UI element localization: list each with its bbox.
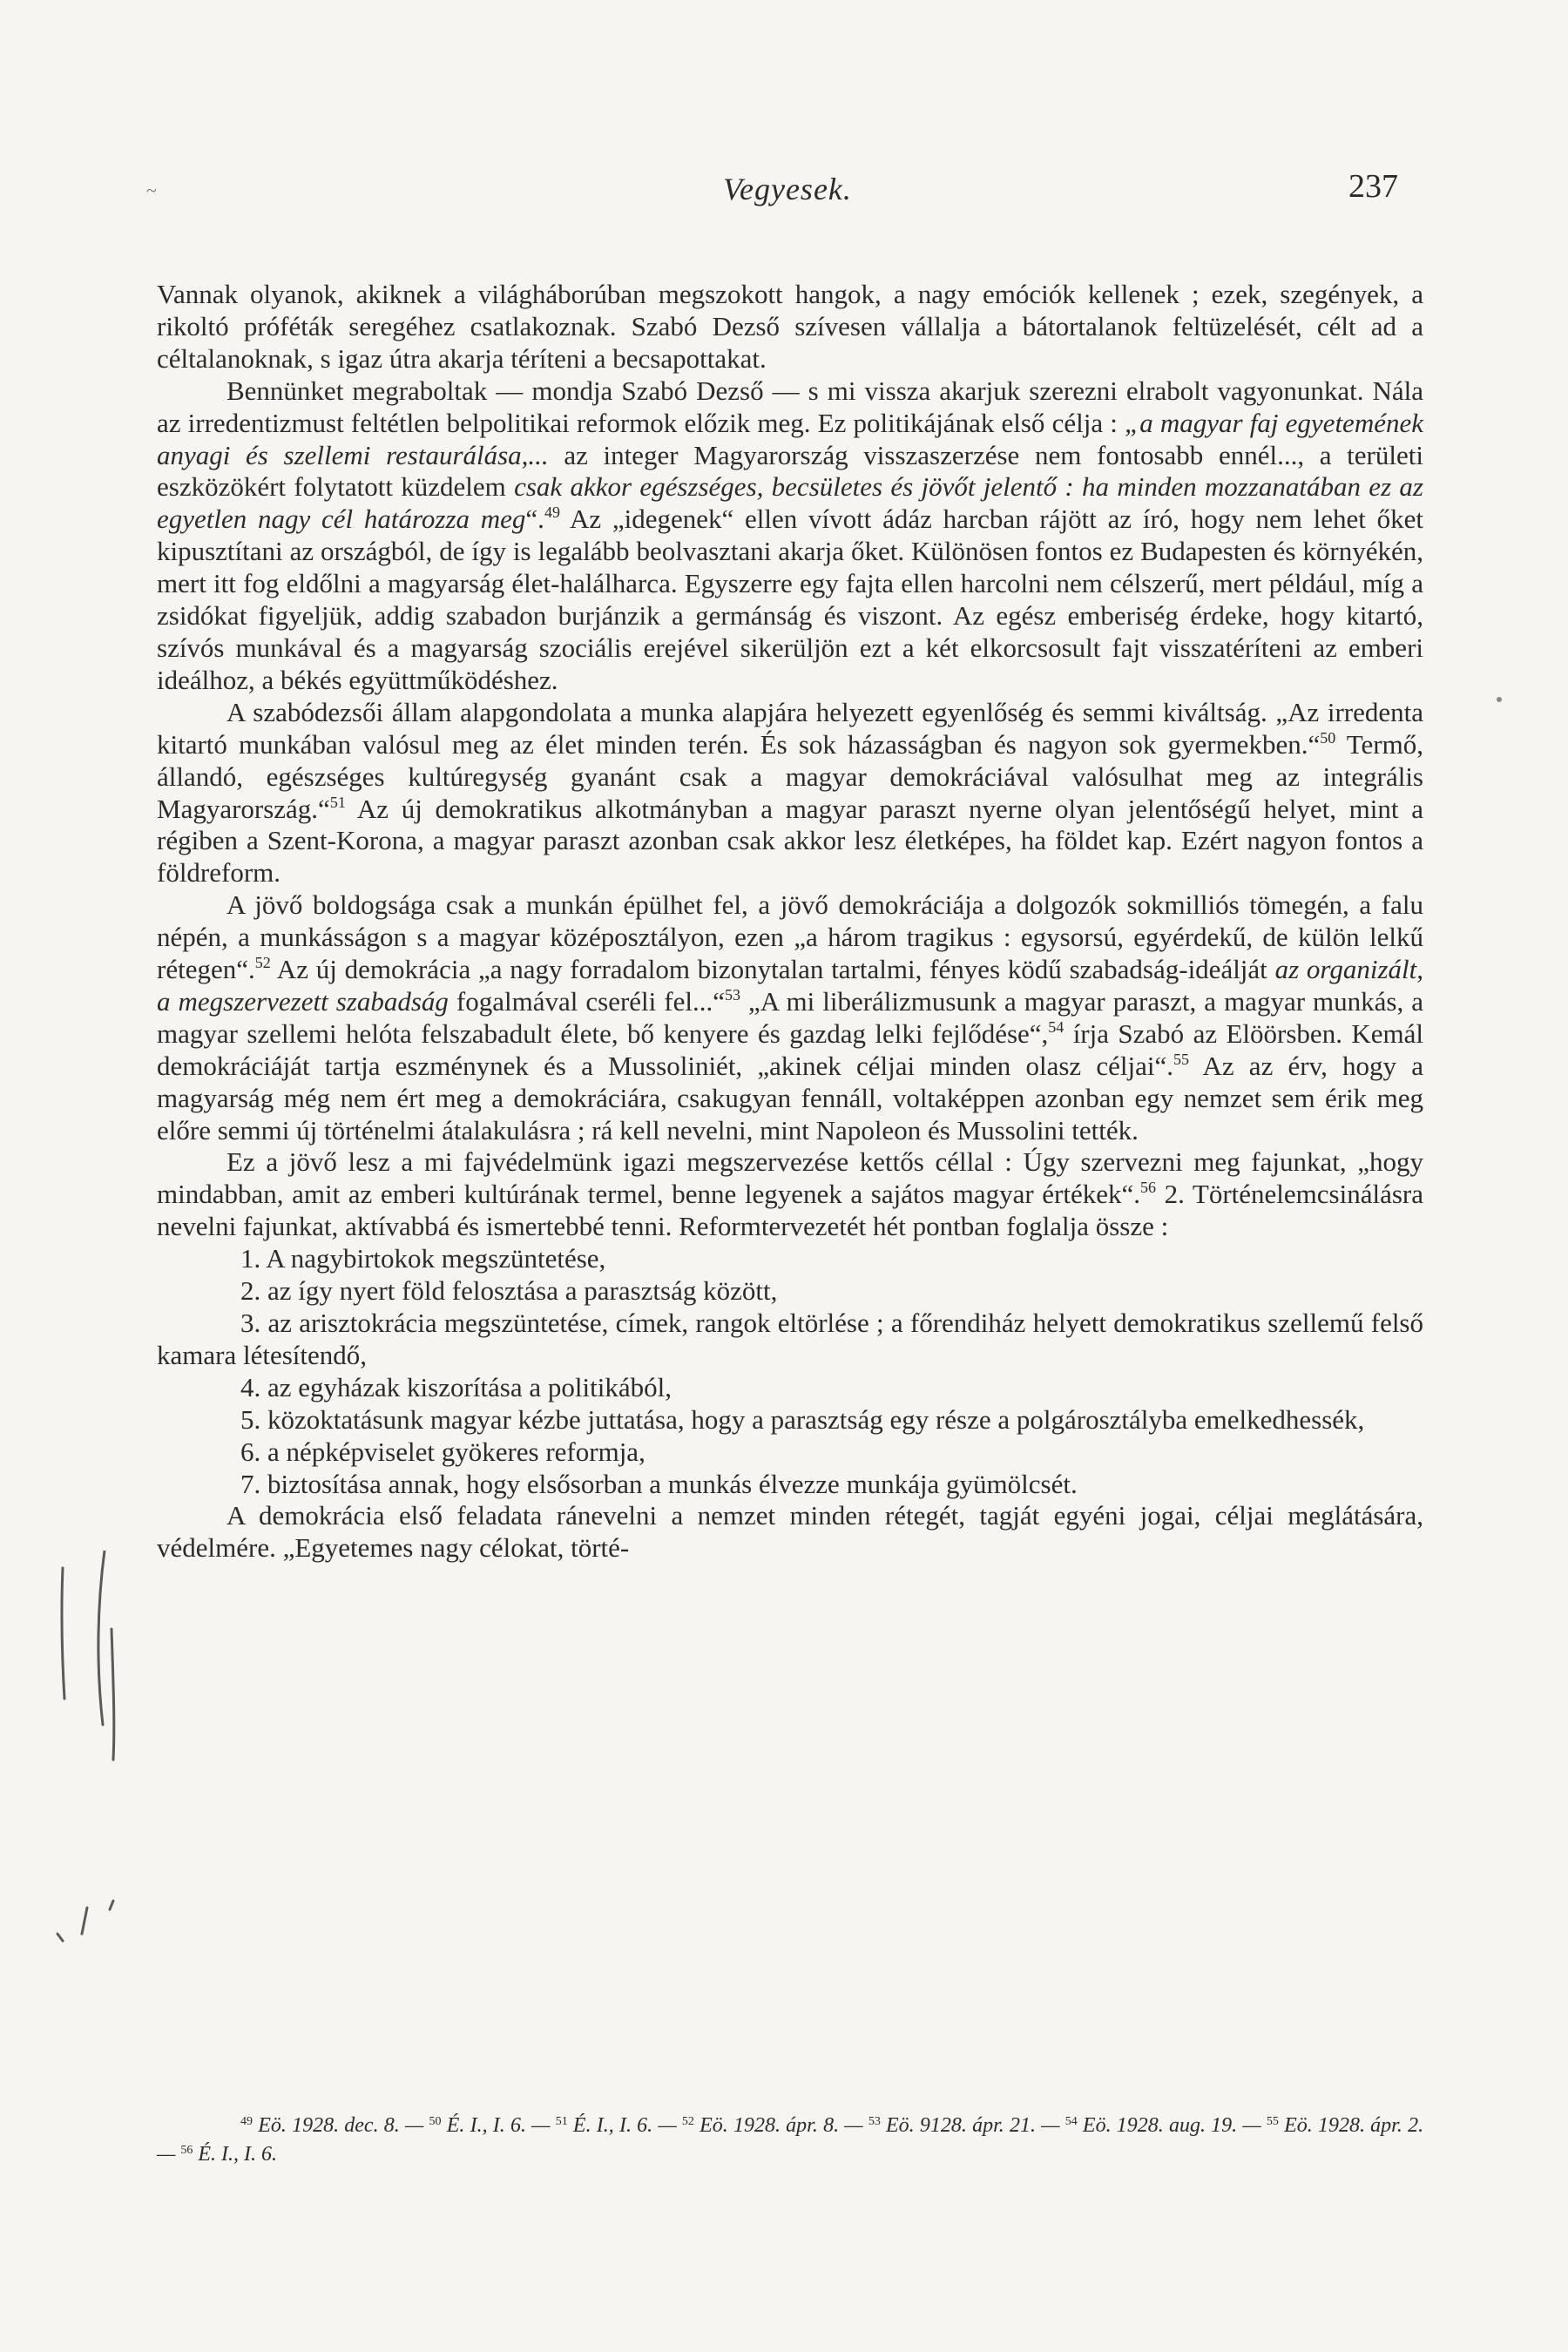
page-number: 237: [1348, 168, 1398, 205]
text-run: az integer Magyarország visszaszerzése nem fontosabb ennél..., a területi eszközökért folytatott küzdelem: [157, 439, 1423, 503]
footnote-line: [157, 2112, 1423, 2169]
footnote-text: É. I., I. 6. —: [446, 2114, 551, 2137]
text-run: Bennünket megraboltak — mondja Szabó Dezső — s mi vissza akarjuk szerezni elrabolt vagyonunkat. Nála az irredentizmust feltétlen belpolitikai reformok előzik meg. Ez politikájának első célja :: [157, 375, 1423, 438]
paragraph-3: [157, 697, 1423, 889]
list-item-3: 3. az arisztokrácia megszüntetése, címek, rangok eltörlése ; a főrendiház helyett demokratikus szellemű felső kamara létesítendő,: [157, 1308, 1423, 1370]
paragraph-5: [157, 1146, 1423, 1243]
paper-speck: [1497, 697, 1502, 702]
footnote-text: Eö. 1928. aug. 19. —: [1082, 2114, 1261, 2137]
paragraph-2: [157, 375, 1423, 697]
text-run: A szabódezsői állam alapgondolata a munka alapjára helyezett egyenlőség és semmi kiváltság. „Az irredenta kitartó munkában valósul meg az élet minden terén. És sok házasságban és nagyon sok gyermekben.“: [157, 696, 1423, 760]
text-run: Termő, állandó, egészséges kultúregység gyanánt csak a magyar demokráciával valósulhat meg az integrális Magyarország.“: [157, 728, 1423, 824]
body-text: [157, 279, 1423, 1565]
footnote-text: Eö. 1928. ápr. 8. —: [700, 2114, 863, 2137]
text-run: A jövő boldogsága csak a munkán épülhet fel, a jövő demokráciája a dolgozók sokmilliós tömegén, a falu népén, a munkásságon s a magyar középosztályon, ezen „a három tragikus : egysorsú, egyérdekű, de külön lelkű rétegen“.: [157, 889, 1423, 985]
footnote-ref-52: 52: [254, 954, 271, 972]
footnote-text: Eö. 1928. ápr. 2. —: [157, 2114, 1424, 2166]
pencil-margin-mark: [44, 1551, 139, 1777]
italic-quote: csak akkor egészséges, becsületes és jövőt jelentő : ha minden mozzanatában ez az egyetlen nagy cél határozza meg: [157, 471, 1423, 535]
footnote-ref-55: 55: [1173, 1050, 1189, 1068]
text-run: fogalmával cseréli fel...“: [448, 985, 726, 1017]
footnote-num: 49: [240, 2115, 253, 2128]
text-run: Az „idegenek“ ellen vívott ádáz harcban rájött az író, hogy nem lehet őket kipusztítani az országból, de így is legalább beolvasztani akarja őket. Különösen fontos ez Budapesten és környékén, mert itt fog eldőlni a magyarság élet-halálharca. Egyszerre egy fajta ellen harcolni nem célszerű, mert például, míg a zsidókat figyeljük, addig szabadon burjánzik a germánság és viszont. Az egész emberiség érdeke, hogy kitartó, szívós munkával és a magyarság szociális erejével sikerüljön ezt a két elkorcsosult fajt visszatéríteni az emberi ideálhoz, a békés együttműködéshez.: [157, 504, 1423, 695]
paragraph-4: [157, 889, 1423, 1146]
list-item-6: 6. a népképviselet gyökeres reformja,: [240, 1436, 645, 1467]
footnote-num: 54: [1064, 2115, 1078, 2128]
running-header-title: Vegyesek.: [723, 172, 852, 206]
footnote-text: Eö. 9128. ápr. 21. —: [886, 2114, 1060, 2137]
text-run: 2. Történelemcsinálásra nevelni fajunkat, aktívabbá és ismertebbé tenni. Reformtervezetét hét pontban foglalja össze :: [157, 1179, 1423, 1242]
pencil-tick-mark: [52, 1899, 122, 1951]
footnote-text: É. I., I. 6.: [198, 2143, 277, 2166]
text-run: Az új demokratikus alkotmányban a magyar paraszt nyerne olyan jelentőségű helyet, mint a régiben a Szent-Korona, a magyar paraszt azonban csak akkor lesz életképes, ha földet kap. Ezért nagyon fontos a földreform.: [157, 793, 1423, 889]
footnote-ref-53: 53: [725, 985, 741, 1004]
list-item-5: 5. közoktatásunk magyar kézbe juttatása, hogy a parasztság egy része a polgárosztályba emelkedhessék,: [240, 1403, 1365, 1435]
list-item-4: 4. az egyházak kiszorítása a politikából,: [240, 1371, 672, 1402]
text-run: Ez a jövő lesz a mi fajvédelmünk igazi megszervezése kettős céllal : Úgy szervezni meg fajunkat, „hogy mindabban, amit az emberi kultúrának termel, benne legyenek a sajátos magyar értékek“.: [157, 1146, 1423, 1210]
italic-phrase: az organizált, a megszervezett szabadság: [157, 954, 1423, 1017]
text-run: Az az érv, hogy a magyarság még nem ért meg a demokráciára, csakugyan fennáll, voltaképpen azonban egy nemzet sem érik meg előre semmi új történelmi átalakulásra ; rá kell nevelni, mint Napoleon és Mussolini tették.: [157, 1050, 1423, 1146]
list-item-2: 2. az így nyert föld felosztása a parasztság között,: [240, 1275, 778, 1307]
paragraph-6: A demokrácia első feladata ránevelni a nemzet minden rétegét, tagját egyéni jogai, céljai meglátására, védelmére. „Egyetemes nagy célokat, törté-: [157, 1500, 1423, 1564]
footnotes: [157, 2112, 1423, 2169]
footnote-num: 50: [429, 2115, 442, 2128]
footnote-ref-54: 54: [1048, 1017, 1064, 1036]
text-run: írja Szabó az Elöörsben. Kemál demokráciáját tartja eszménynek és a Mussoliniét, „akinek céljai minden olasz céljai“.: [157, 1017, 1423, 1081]
footnote-ref-56: 56: [1140, 1179, 1157, 1197]
footnote-num: 51: [555, 2115, 568, 2128]
text-run: Az új demokrácia „a nagy forradalom bizonytalan tartalmi, fényes ködű szabadság-ideálját: [270, 954, 1275, 985]
footnote-num: 53: [868, 2115, 881, 2128]
text-run: „A mi liberálizmusunk a magyar paraszt, a magyar munkás, a magyar szellemi helóta felszabadult élete, bő kenyere és gazdag lelki fejlődése“,: [157, 985, 1424, 1049]
footnote-num: 55: [1266, 2115, 1279, 2128]
footnote-num: 52: [681, 2115, 694, 2128]
italic-quote: „a magyar faj egyetemének anyagi és szellemi restaurálása,...: [157, 407, 1423, 470]
header-mark: ~: [146, 179, 157, 201]
footnote-ref-51: 51: [329, 793, 346, 811]
footnote-ref-49: 49: [544, 504, 560, 522]
paragraph-1: Vannak olyanok, akiknek a világháborúban megszokott hangok, a nagy emóciók kellenek ; ezek, szegények, a rikoltó próféták seregéhez csatlakoznak. Szabó Dezső szívesen vállalja a bátortalanok feltüzelését, célt ad a céltalanoknak, s igaz útra akarja téríteni a becsapottakat.: [157, 279, 1423, 374]
footnote-ref-50: 50: [1320, 728, 1336, 747]
list-item-1: 1. A nagybirtokok megszüntetése,: [240, 1243, 606, 1274]
text-run: “.: [525, 504, 544, 535]
footnote-text: Eö. 1928. dec. 8. —: [258, 2114, 424, 2137]
list-item-7: 7. biztosítása annak, hogy elsősorban a munkás élvezze munkája gyümölcsét.: [240, 1468, 1078, 1499]
footnote-num: 56: [180, 2144, 193, 2157]
footnote-text: É. I., I. 6. —: [572, 2114, 677, 2137]
